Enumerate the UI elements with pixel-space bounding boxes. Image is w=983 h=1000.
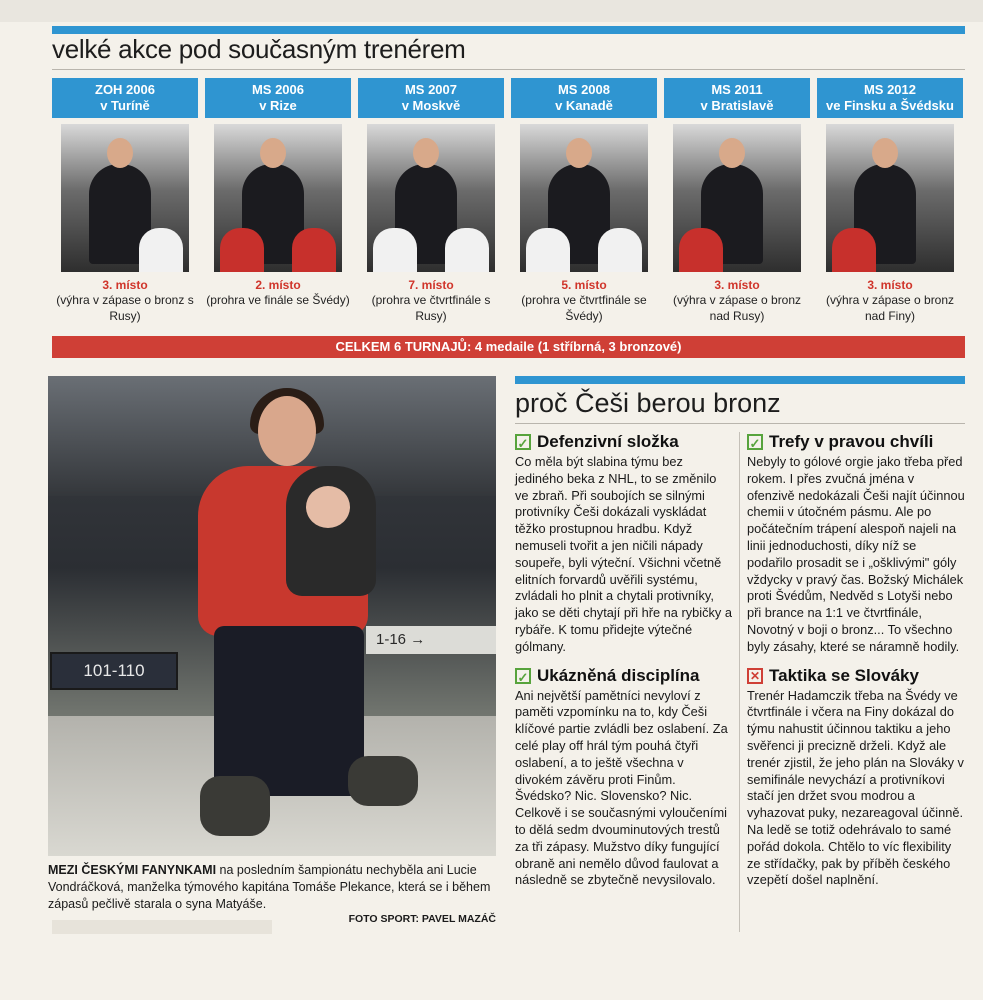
tournament-placing: 2. místo: [255, 278, 301, 292]
tournament-card: [511, 78, 657, 332]
section-title: Trefy v pravou chvíli: [769, 432, 934, 451]
page-headline: velké akce pod současným trenérem: [52, 34, 965, 70]
headline-accent-bar: [52, 26, 965, 34]
analysis-accent-bar: [515, 376, 965, 384]
tournament-event: MS 2012: [863, 82, 917, 97]
section-body: Trenér Hadamczik třeba na Švédy ve čtvrtfinále i včera na Finy dokázal do týmu nahustit účinnou taktiku a jeho svěřenci ji precizně drželi. Když ale trenér zjistil, že jeho plán na Slováky v semifinále nevychází a protivníkovi stačí jen držet svou modrou a vyhazovat puky, nezareagoval účinně. Na ledě se totiž odehrávalo to samé pořád dokola. Chtělo to víc flexibility ze střídačky, pak by příběh českého vzepětí došel naplnění.: [747, 687, 964, 888]
tournament-place: v Rize: [259, 98, 297, 113]
analysis-section: [515, 666, 733, 890]
tournament-photo: [826, 124, 954, 272]
photo-credit: FOTO SPORT: PAVEL MAZÁČ: [348, 913, 496, 925]
caption-text: na posledním šampionátu nechyběla ani Lucie Vondráčková, manželka týmového kapitána Tomáše Plekance, která se i během zápasů pečlivě starala o syna Matyáše.: [48, 863, 491, 911]
tournament-note: (prohra ve čtvrtfinále s Rusy): [371, 293, 491, 323]
paper-edge: [0, 0, 983, 22]
tournament-note: (prohra ve finále se Švédy): [206, 293, 350, 307]
section-sign-left: 101-110: [50, 652, 178, 690]
section-title: Taktika se Slováky: [769, 665, 919, 685]
check-icon: ✓: [515, 668, 531, 684]
check-icon: ✓: [515, 434, 531, 450]
tournament-strip: [52, 78, 965, 332]
section-body: Co měla být slabina týmu bez jediného beka z NHL, to se změnilo ve zbraň. Při soubojích se silnými protivníky Češi dokázali vyskládat těžko prostupnou hradbu. Když nemuseli tvořit a jen ničili nápady soupeře, byli výteční. Všichni včetně elitních forvardů uvěřili systému, zvládali ho plnit a chytali protivníky, jako se děti chytají při hře na rybičky a rybáře. K tomu přidejte výtečné gólmany.: [515, 454, 732, 654]
tournament-place: v Moskvě: [401, 98, 461, 113]
tournament-header: [358, 78, 504, 118]
tournament-card: [358, 78, 504, 332]
tournament-place: v Kanadě: [555, 98, 613, 113]
tournament-card: [817, 78, 963, 332]
analysis-column-left: [515, 432, 733, 899]
tournament-event: MS 2006: [251, 82, 305, 97]
tournament-event: MS 2011: [711, 82, 763, 97]
tournament-photo: [520, 124, 648, 272]
tournament-photo: [214, 124, 342, 272]
tournament-place: ve Finsku a Švédsku: [826, 98, 954, 113]
paper-scrap: [52, 920, 272, 934]
tournament-card: [52, 78, 198, 332]
tournament-event: ZOH 2006: [95, 82, 155, 97]
tournament-note: (výhra v zápase o bronz nad Finy): [825, 293, 955, 323]
tournament-header: [205, 78, 351, 118]
tournament-header: [511, 78, 657, 118]
tournament-header: [817, 78, 963, 118]
tournament-note: (prohra ve čtvrtfinále se Švédy): [521, 293, 647, 323]
analysis-section: [747, 432, 965, 656]
tournament-placing: 5. místo: [561, 278, 607, 292]
analysis-section: [515, 432, 733, 656]
tournament-placing: 7. místo: [408, 278, 454, 292]
analysis-title: proč Češi berou bronz: [515, 388, 965, 424]
tournament-header: [664, 78, 810, 118]
tournament-event: MS 2008: [557, 82, 611, 97]
tournament-placing: 3. místo: [714, 278, 760, 292]
total-summary-bar: CELKEM 6 TURNAJŮ: 4 medaile (1 stříbrná, 3 bronzové): [52, 336, 965, 358]
tournament-card: [205, 78, 351, 332]
tournament-placing: 3. místo: [102, 278, 148, 292]
fan-photo: [48, 376, 496, 856]
analysis-column-right: [747, 432, 965, 899]
cross-icon: ✕: [747, 668, 763, 684]
tournament-photo: [61, 124, 189, 272]
photo-caption: [48, 862, 496, 928]
tournament-placing: 3. místo: [867, 278, 913, 292]
tournament-note: (výhra v zápase o bronz s Rusy): [56, 293, 194, 323]
tournament-photo: [367, 124, 495, 272]
analysis-section: [747, 666, 965, 890]
tournament-header: [52, 78, 198, 118]
section-title: Defenzivní složka: [537, 432, 679, 451]
tournament-event: MS 2007: [404, 82, 458, 97]
column-divider: [739, 432, 740, 932]
tournament-place: v Bratislavě: [700, 98, 774, 113]
tournament-photo: [673, 124, 801, 272]
caption-lead: MEZI ČESKÝMI FANYNKAMI: [48, 863, 217, 877]
section-body: Nebyly to gólové orgie jako třeba před rokem. I přes zvučná jména v ofenzivě nedokázali Češi najít účinnou chemii v útočném pásmu. Ale po počátečním trápení alespoň najeli na linii jednoduchosti, díky níž se podařilo prosadit se i „ošklivými" góly vždycky v pravý čas. Božský Michálek proti Švédům, Nedvěd s Lotyši nebo při brance na 1:1 ve čtvrtfinále, Novotný v boji o bronz... To všechno byly zásahy, které se náramně hodily.: [747, 454, 965, 654]
section-title: Ukázněná disciplína: [537, 665, 700, 685]
tournament-place: v Turíně: [100, 98, 150, 113]
section-body: Ani největší pamětníci nevyloví z paměti vzpomínku na to, kdy Češi klíčové partie zvládli bez oslabení. Za celé play off hrál tým pouhá čtyři oslabení, a to ještě všechna v divokém závěru proti Finům. Švédsko? Nic. Slovensko? Nic. Celkově i se současnými vyloučeními to dělá sedm dvouminutových trestů za tři zápasy. Mužstvo díky fungující obraně ani nemělo důvod faulovat a následně se zbytečně nevysilovalo.: [515, 687, 728, 888]
check-icon: ✓: [747, 434, 763, 450]
tournament-card: [664, 78, 810, 332]
section-sign-right: 1-16 →: [366, 626, 496, 654]
tournament-note: (výhra v zápase o bronz nad Rusy): [672, 293, 802, 323]
